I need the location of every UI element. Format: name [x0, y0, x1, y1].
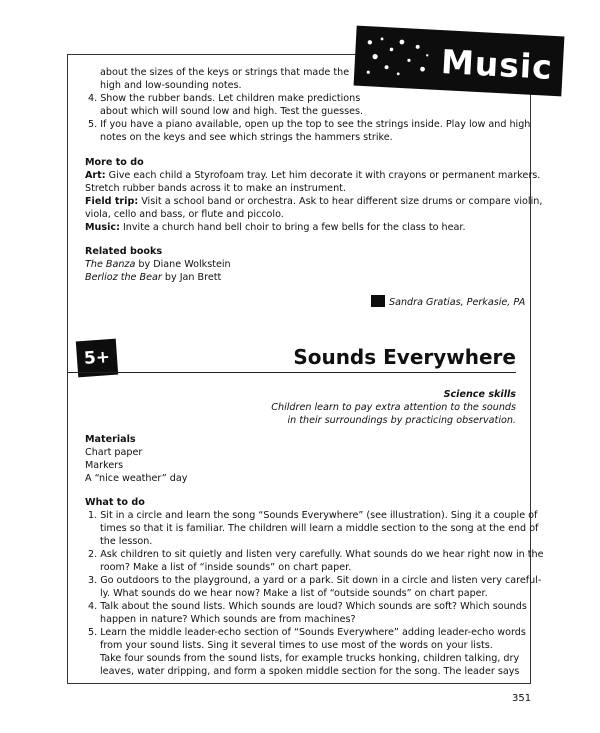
art-line	[85, 169, 540, 182]
field-trip-line	[85, 195, 542, 208]
book-author: by Diane Wolkstein	[135, 259, 231, 270]
skills-text: in their surroundings by practicing observation.	[287, 415, 516, 426]
signature-marker-icon	[371, 295, 385, 307]
book-title: The Banza	[85, 259, 136, 270]
skills-text: Children learn to pay extra attention to the sounds	[271, 402, 516, 413]
list-line: about the sizes of the keys or strings that made the	[100, 67, 350, 78]
list-line: notes on the keys and see which strings the hammers strike.	[100, 132, 393, 143]
todo-line: 2. Ask children to sit quietly and listen very carefully. What sounds do we hear right now in the	[88, 549, 544, 560]
art-text: Give each child a Styrofoam tray. Let him decorate it with crayons or permanent markers.	[105, 170, 541, 181]
todo-line: 3. Go outdoors to the playground, a yard or a park. Sit down in a circle and listen very careful-	[88, 575, 542, 586]
list-line: high and low-sounding notes.	[100, 80, 242, 91]
todo-line: 1. Sit in a circle and learn the song “Sounds Everywhere” (see illustration). Sing it a couple of	[88, 510, 538, 521]
field-trip-label: Field trip:	[85, 196, 139, 207]
materials-item: A “nice weather” day	[85, 473, 188, 484]
book-item	[85, 258, 231, 271]
skills-heading: Science skills	[443, 389, 516, 400]
age-badge: 5+	[76, 339, 118, 378]
art-label: Art:	[85, 170, 106, 181]
todo-line: happen in nature? Which sounds are from machines?	[100, 614, 356, 625]
music-label: Music:	[85, 222, 120, 233]
music-badge	[354, 26, 565, 97]
materials-item: Markers	[85, 460, 124, 471]
list-line: 4. Show the rubber bands. Let children make predictions	[88, 93, 361, 104]
music-notes-icon	[360, 32, 436, 84]
book-author: by Jan Brett	[161, 272, 222, 283]
book-title: Berlioz the Bear	[85, 272, 162, 283]
related-books-heading: Related books	[85, 246, 163, 257]
todo-line: room? Make a list of “inside sounds” on chart paper.	[100, 562, 352, 573]
signature: Sandra Gratias, Perkasie, PA	[389, 297, 526, 308]
field-trip-text: Visit a school band or orchestra. Ask to hear different size drums or compare violin,	[138, 196, 543, 207]
todo-line: leaves, water dripping, and form a spoken middle section for the song. The leader says	[100, 666, 520, 677]
music-text: Invite a church hand bell choir to bring a few bells for the class to hear.	[119, 222, 466, 233]
list-line: 5. If you have a piano available, open up the top to see the strings inside. Play low and high	[88, 119, 531, 130]
title-rule	[68, 372, 516, 373]
music-line	[85, 221, 466, 234]
todo-line: ly. What sounds do we hear now? Make a list of “outside sounds” on chart paper.	[100, 588, 488, 599]
todo-line: Take four sounds from the sound lists, for example trucks honking, children talking, dry	[100, 653, 520, 664]
materials-heading: Materials	[85, 434, 136, 445]
list-line: about which will sound low and high. Test the guesses.	[100, 106, 364, 117]
field-trip-text-2: viola, cello and bass, or flute and piccolo.	[85, 209, 284, 220]
activity-title: Sounds Everywhere	[293, 345, 516, 369]
page-number: 351	[512, 693, 532, 704]
music-badge-label: Music	[440, 42, 554, 87]
art-text-2: Stretch rubber bands across it to make an instrument.	[85, 183, 346, 194]
book-item	[85, 271, 221, 284]
todo-line: 5. Learn the middle leader-echo section of “Sounds Everywhere” adding leader-echo words	[88, 627, 526, 638]
more-to-do-heading: More to do	[85, 157, 144, 168]
materials-item: Chart paper	[85, 447, 143, 458]
todo-line: the lesson.	[100, 536, 153, 547]
todo-line: times so that it is familiar. The children will learn a middle section to the song at the end of	[100, 523, 539, 534]
todo-line: from your sound lists. Sing it several times to use most of the words on your lists.	[100, 640, 493, 651]
what-to-do-heading: What to do	[85, 497, 145, 508]
todo-line: 4. Talk about the sound lists. Which sounds are loud? Which sounds are soft? Which sounds	[88, 601, 527, 612]
